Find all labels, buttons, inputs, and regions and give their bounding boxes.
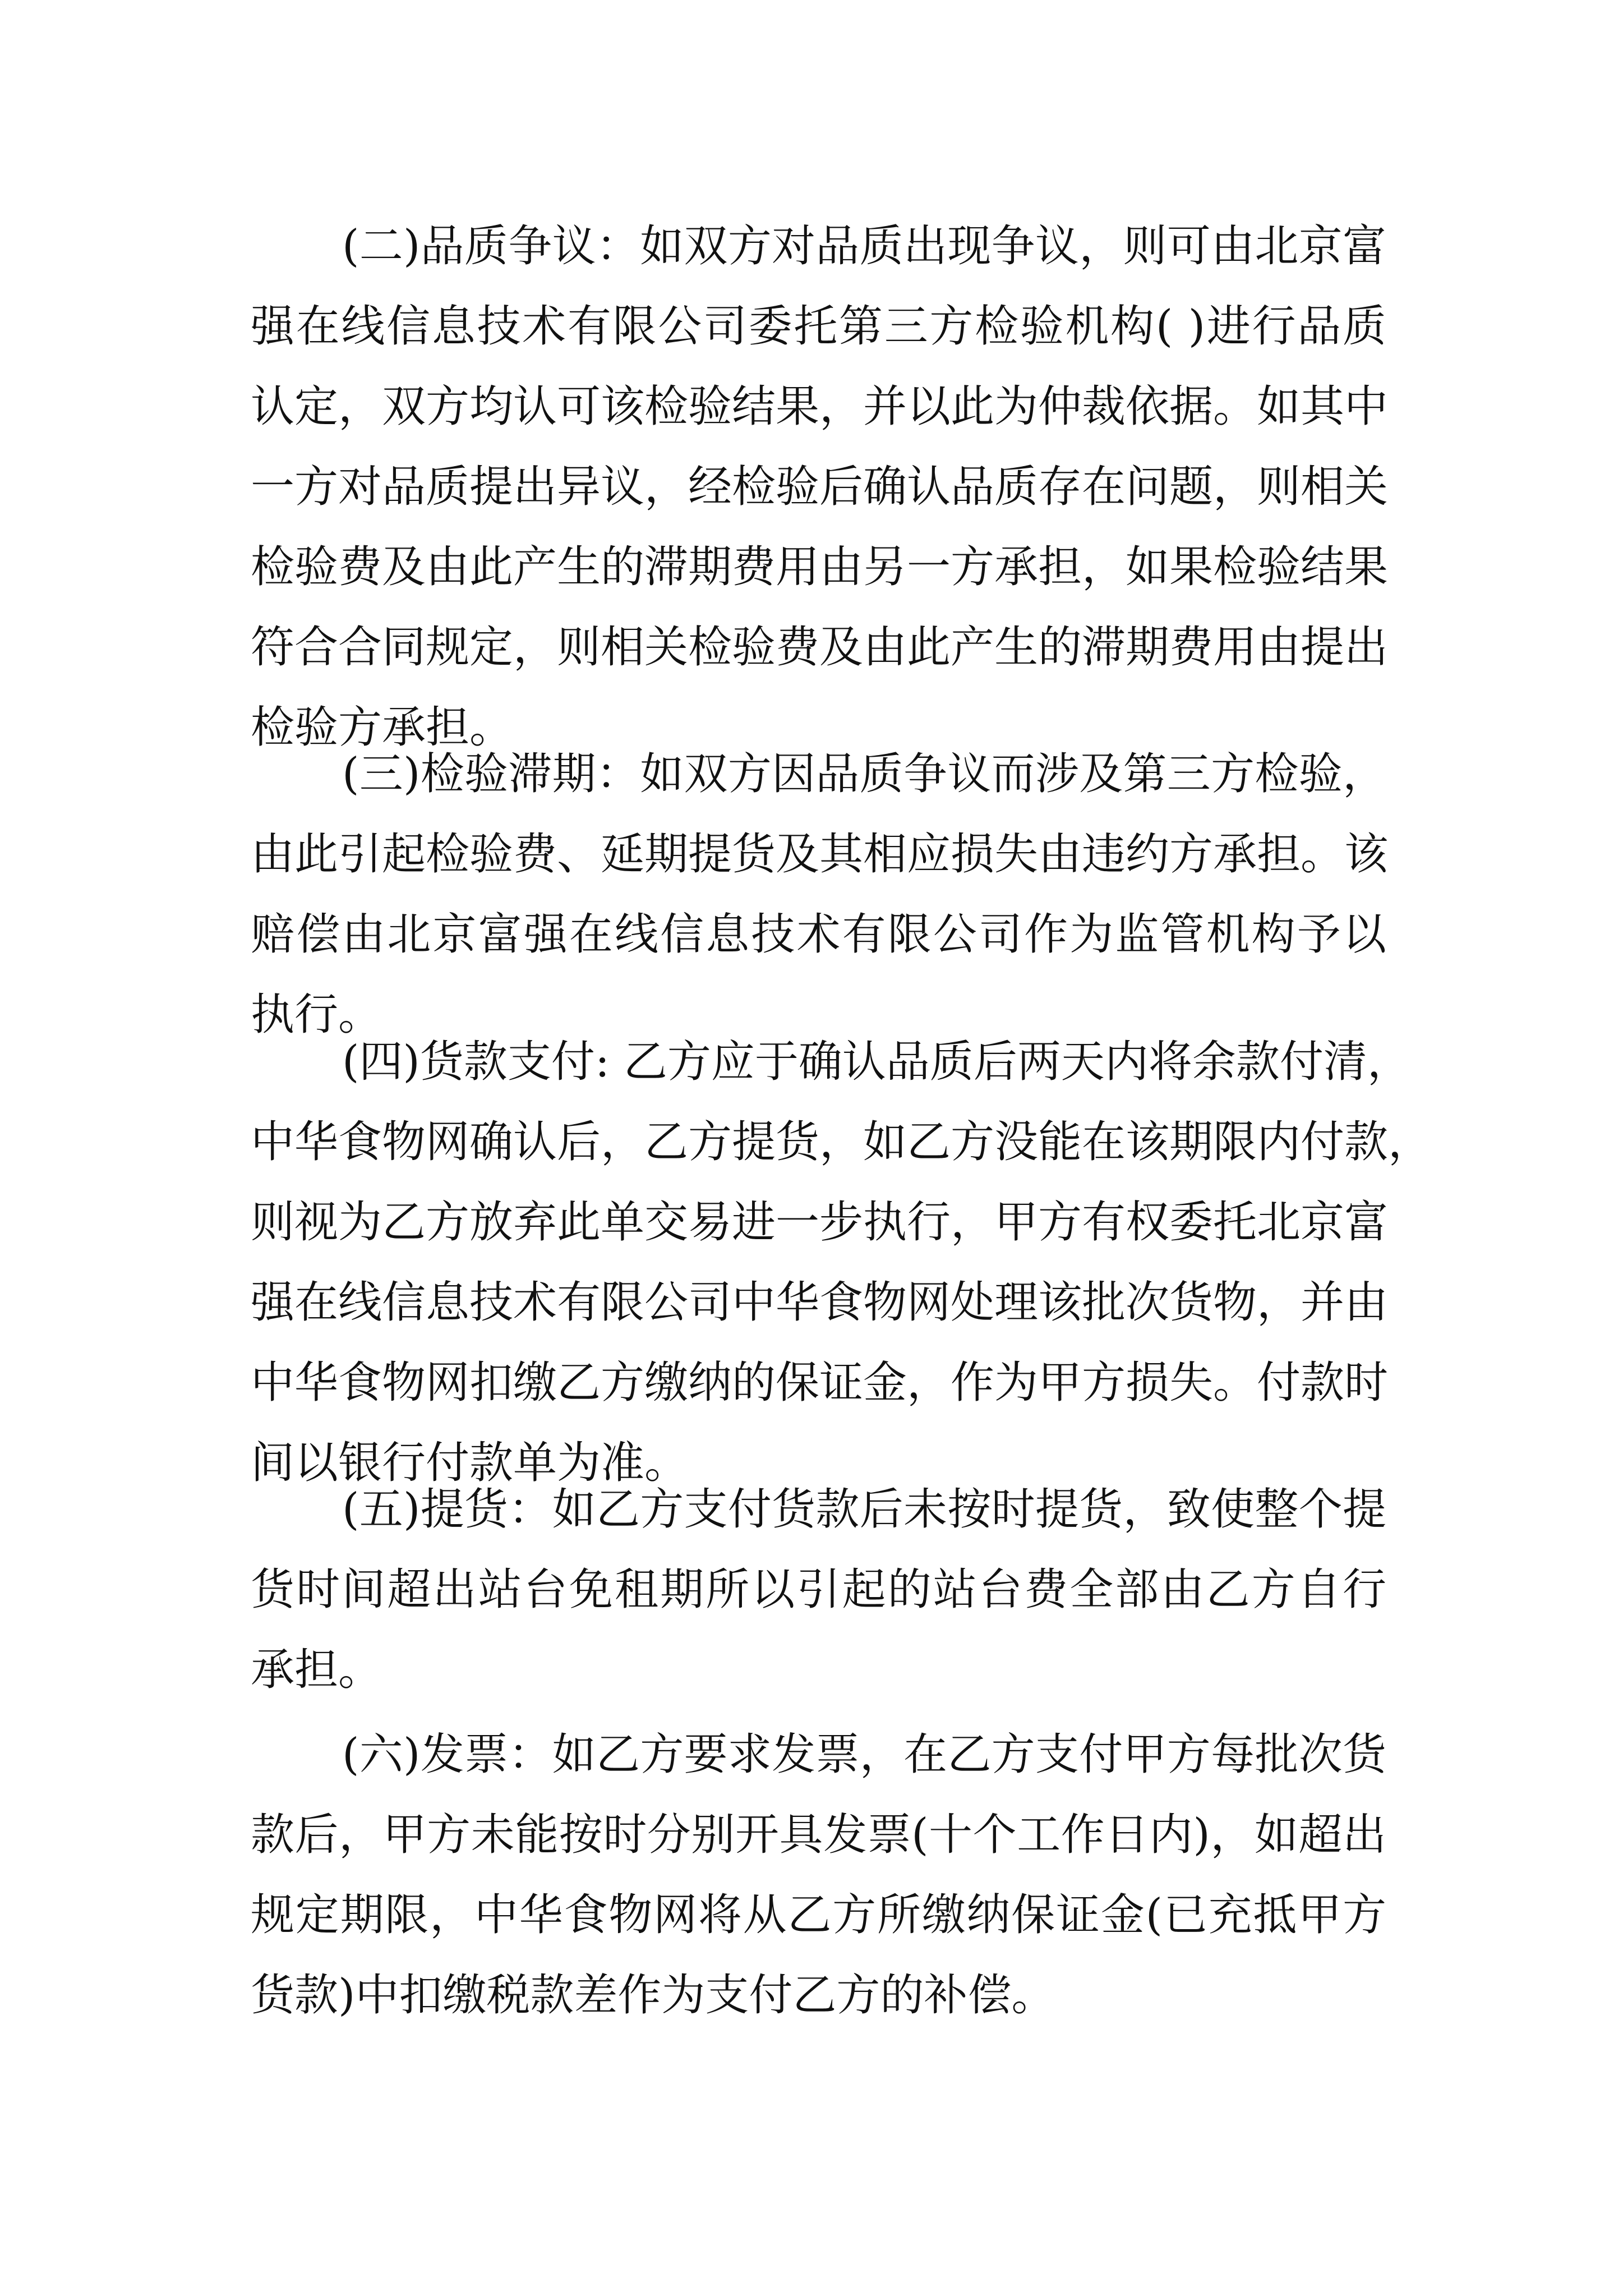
paragraph-line: 检验方承担。 bbox=[251, 702, 514, 753]
paragraph-line: 承担。 bbox=[251, 1645, 382, 1695]
paragraph-line: 货时间超出站台免租期所以引起的站台费全部由乙方自行 bbox=[251, 1565, 1386, 1615]
paragraph-line: (二)品质争议：如双方对品质出现争议，则可由北京富 bbox=[342, 221, 1386, 272]
clause-invoice bbox=[251, 1715, 1386, 2036]
paragraph-line: 赔偿由北京富强在线信息技术有限公司作为监管机构予以 bbox=[251, 909, 1386, 960]
paragraph-line: 强在线信息技术有限公司中华食物网处理该批次货物，并由 bbox=[251, 1277, 1389, 1328]
clause-pickup bbox=[251, 1470, 1386, 1710]
paragraph-line: 货款)中扣缴税款差作为支付乙方的补偿。 bbox=[251, 1970, 1055, 2021]
paragraph-line: 款后，甲方未能按时分别开具发票(十个工作日内)，如超出 bbox=[251, 1810, 1386, 1860]
paragraph-line: 检验费及由此产生的滞期费用由另一方承担，如果检验结果 bbox=[251, 542, 1389, 592]
paragraph-line: 规定期限，中华食物网将从乙方所缴纳保证金(已充抵甲方 bbox=[251, 1890, 1386, 1940]
paragraph-line: 中华食物网扣缴乙方缴纳的保证金，作为甲方损失。付款时 bbox=[251, 1358, 1389, 1408]
paragraph-line: 由此引起检验费、延期提货及其相应损失由违约方承担。该 bbox=[251, 829, 1389, 880]
paragraph-line: (四)货款支付: 乙方应于确认品质后两天内将余款付清， bbox=[342, 1037, 1411, 1087]
paragraph-line: 则视为乙方放弃此单交易进一步执行，甲方有权委托北京富 bbox=[251, 1197, 1389, 1248]
paragraph-line: 间以银行付款单为准。 bbox=[251, 1438, 689, 1488]
paragraph-line: (五)提货：如乙方支付货款后未按时提货，致使整个提 bbox=[342, 1484, 1386, 1535]
paragraph-line: 执行。 bbox=[251, 990, 382, 1040]
clause-inspection-demurrage bbox=[251, 734, 1389, 1055]
paragraph-line: 强在线信息技术有限公司委托第三方检验机构( )进行品质 bbox=[251, 301, 1386, 352]
clause-payment bbox=[251, 1022, 1432, 1503]
paragraph-line: 一方对品质提出异议，经检验后确认品质存在问题，则相关 bbox=[251, 462, 1389, 512]
paragraph-line: (三)检验滞期：如双方因品质争议而涉及第三方检验， bbox=[342, 749, 1386, 799]
clause-quality-dispute bbox=[251, 206, 1389, 768]
paragraph-line: (六)发票：如乙方要求发票，在乙方支付甲方每批次货 bbox=[342, 1729, 1386, 1780]
paragraph-line: 认定，双方均认可该检验结果，并以此为仲裁依据。如其中 bbox=[251, 381, 1389, 432]
paragraph-line: 符合合同规定，则相关检验费及由此产生的滞期费用由提出 bbox=[251, 622, 1389, 673]
paragraph-line: 中华食物网确认后，乙方提货，如乙方没能在该期限内付款， bbox=[251, 1117, 1432, 1167]
